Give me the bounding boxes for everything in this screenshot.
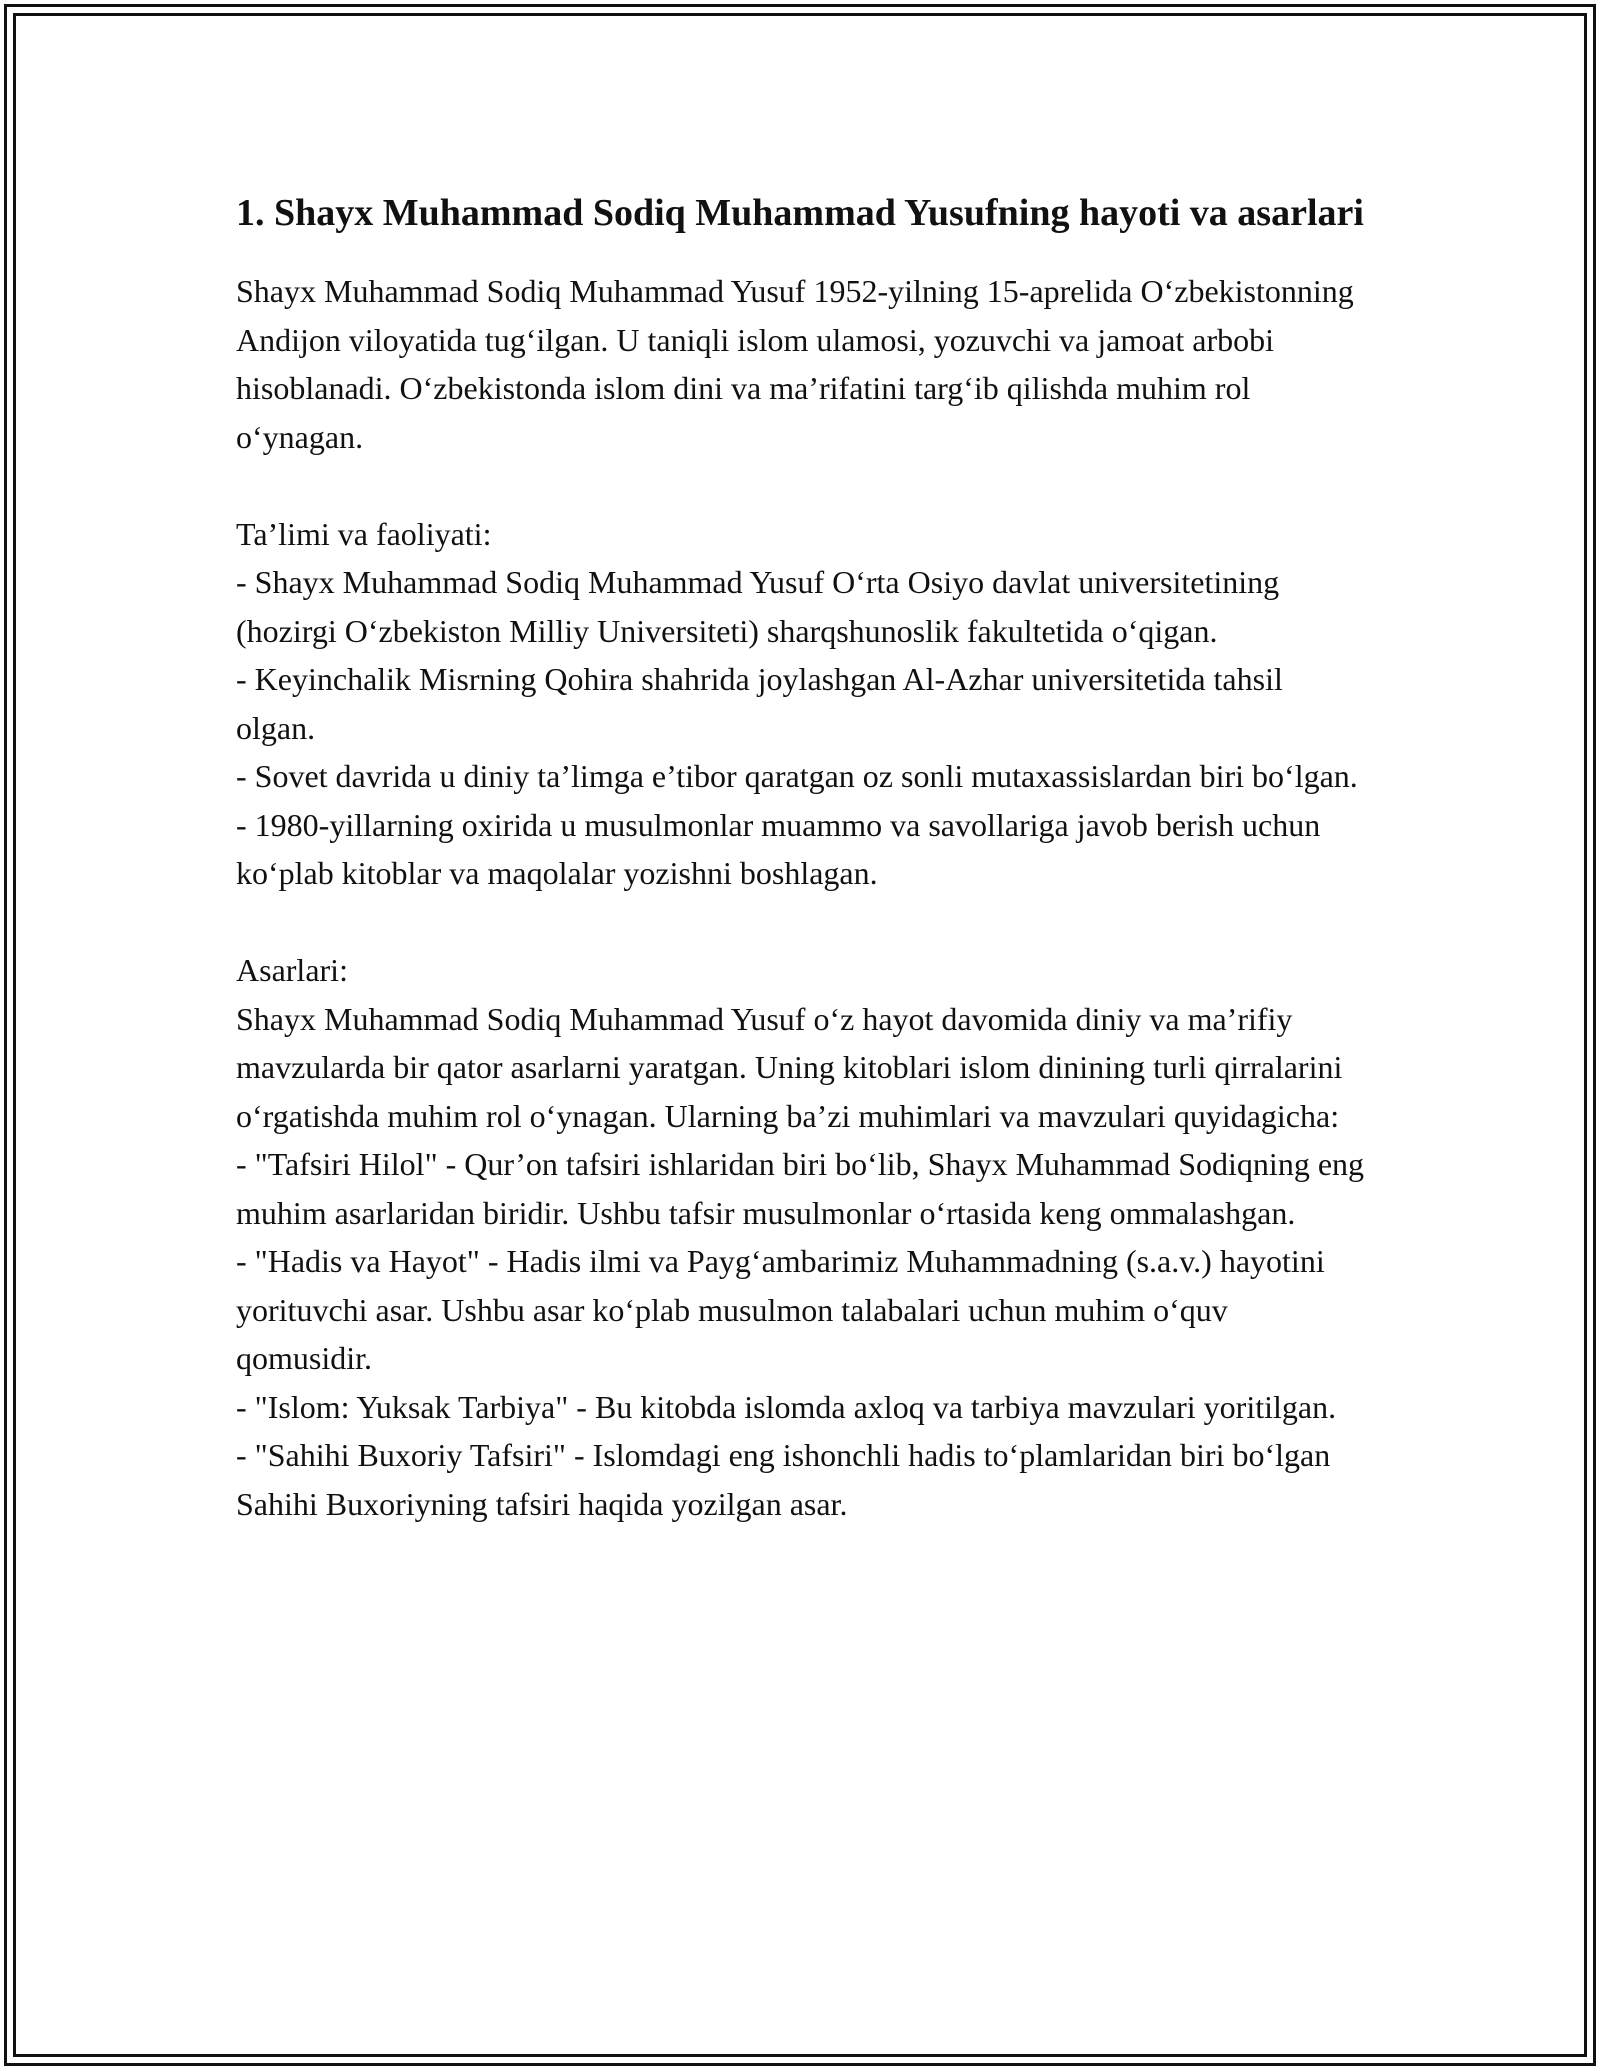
- works-item: - "Islom: Yuksak Tarbiya" - Bu kitobda islomda axloq va tarbiya mavzulari yoritilgan.: [236, 1388, 1337, 1425]
- document-title: 1. Shayx Muhammad Sodiq Muhammad Yusufning hayoti va asarlari: [236, 192, 1364, 234]
- education-item: - 1980-yillarning oxirida u musulmonlar muammo va savollariga javob berish uchun ko‘plab kitoblar va maqolalar yozishni boshlagan.: [236, 806, 1321, 891]
- document-body: [236, 186, 1366, 1528]
- education-item: - Sovet davrida u diniy ta’limga e’tibor qaratgan oz sonli mutaxassislardan biri bo‘lgan.: [236, 758, 1358, 794]
- works-item: - "Sahihi Buxoriy Tafsiri" - Islomdagi eng ishonchli hadis to‘plamlaridan biri bo‘lgan Sahihi Buxoriyning tafsiri haqida yozilgan asar.: [236, 1437, 1331, 1522]
- education-item: - Keyinchalik Misrning Qohira shahrida joylashgan Al-Azhar universitetida tahsil olgan.: [236, 661, 1283, 746]
- intro-paragraph: Shayx Muhammad Sodiq Muhammad Yusuf 1952-yilning 15-aprelida O‘zbekistonning Andijon viloyatida tug‘ilgan. U taniqli islom ulamosi, yozuvchi va jamoat arbobi hisoblanadi. O‘zbekistonda islom dini va ma’rifatini targ‘ib qilishda muhim rol o‘ynagan.: [236, 273, 1354, 455]
- education-item: - Shayx Muhammad Sodiq Muhammad Yusuf O‘rta Osiyo davlat universitetining (hozirgi O‘zbekiston Milliy Universiteti) sharqshunoslik fakultetida o‘qigan.: [236, 564, 1280, 649]
- works-item: - "Tafsiri Hilol" - Qur’on tafsiri ishlaridan biri bo‘lib, Shayx Muhammad Sodiqning eng muhim asarlaridan biridir. Ushbu tafsir musulmonlar o‘rtasida keng ommalashgan.: [236, 1146, 1365, 1231]
- blank-line: [236, 898, 1366, 947]
- works-intro: Shayx Muhammad Sodiq Muhammad Yusuf o‘z hayot davomida diniy va ma’rifiy mavzularda bir qator asarlarni yaratgan. Uning kitoblari islom dinining turli qirralarini o‘rgatishda muhim rol o‘ynagan. Ularning ba’zi muhimlari va mavzulari quyidagicha:: [236, 1000, 1343, 1134]
- blank-line: [236, 461, 1366, 510]
- education-heading: Ta’limi va faoliyati:: [236, 515, 492, 552]
- works-heading: Asarlari:: [236, 952, 348, 988]
- works-item: - "Hadis va Hayot" - Hadis ilmi va Payg‘ambarimiz Muhammadning (s.a.v.) hayotini yorituvchi asar. Ushbu asar ko‘plab musulmon talabalari uchun muhim o‘quv qomusidir.: [236, 1243, 1325, 1376]
